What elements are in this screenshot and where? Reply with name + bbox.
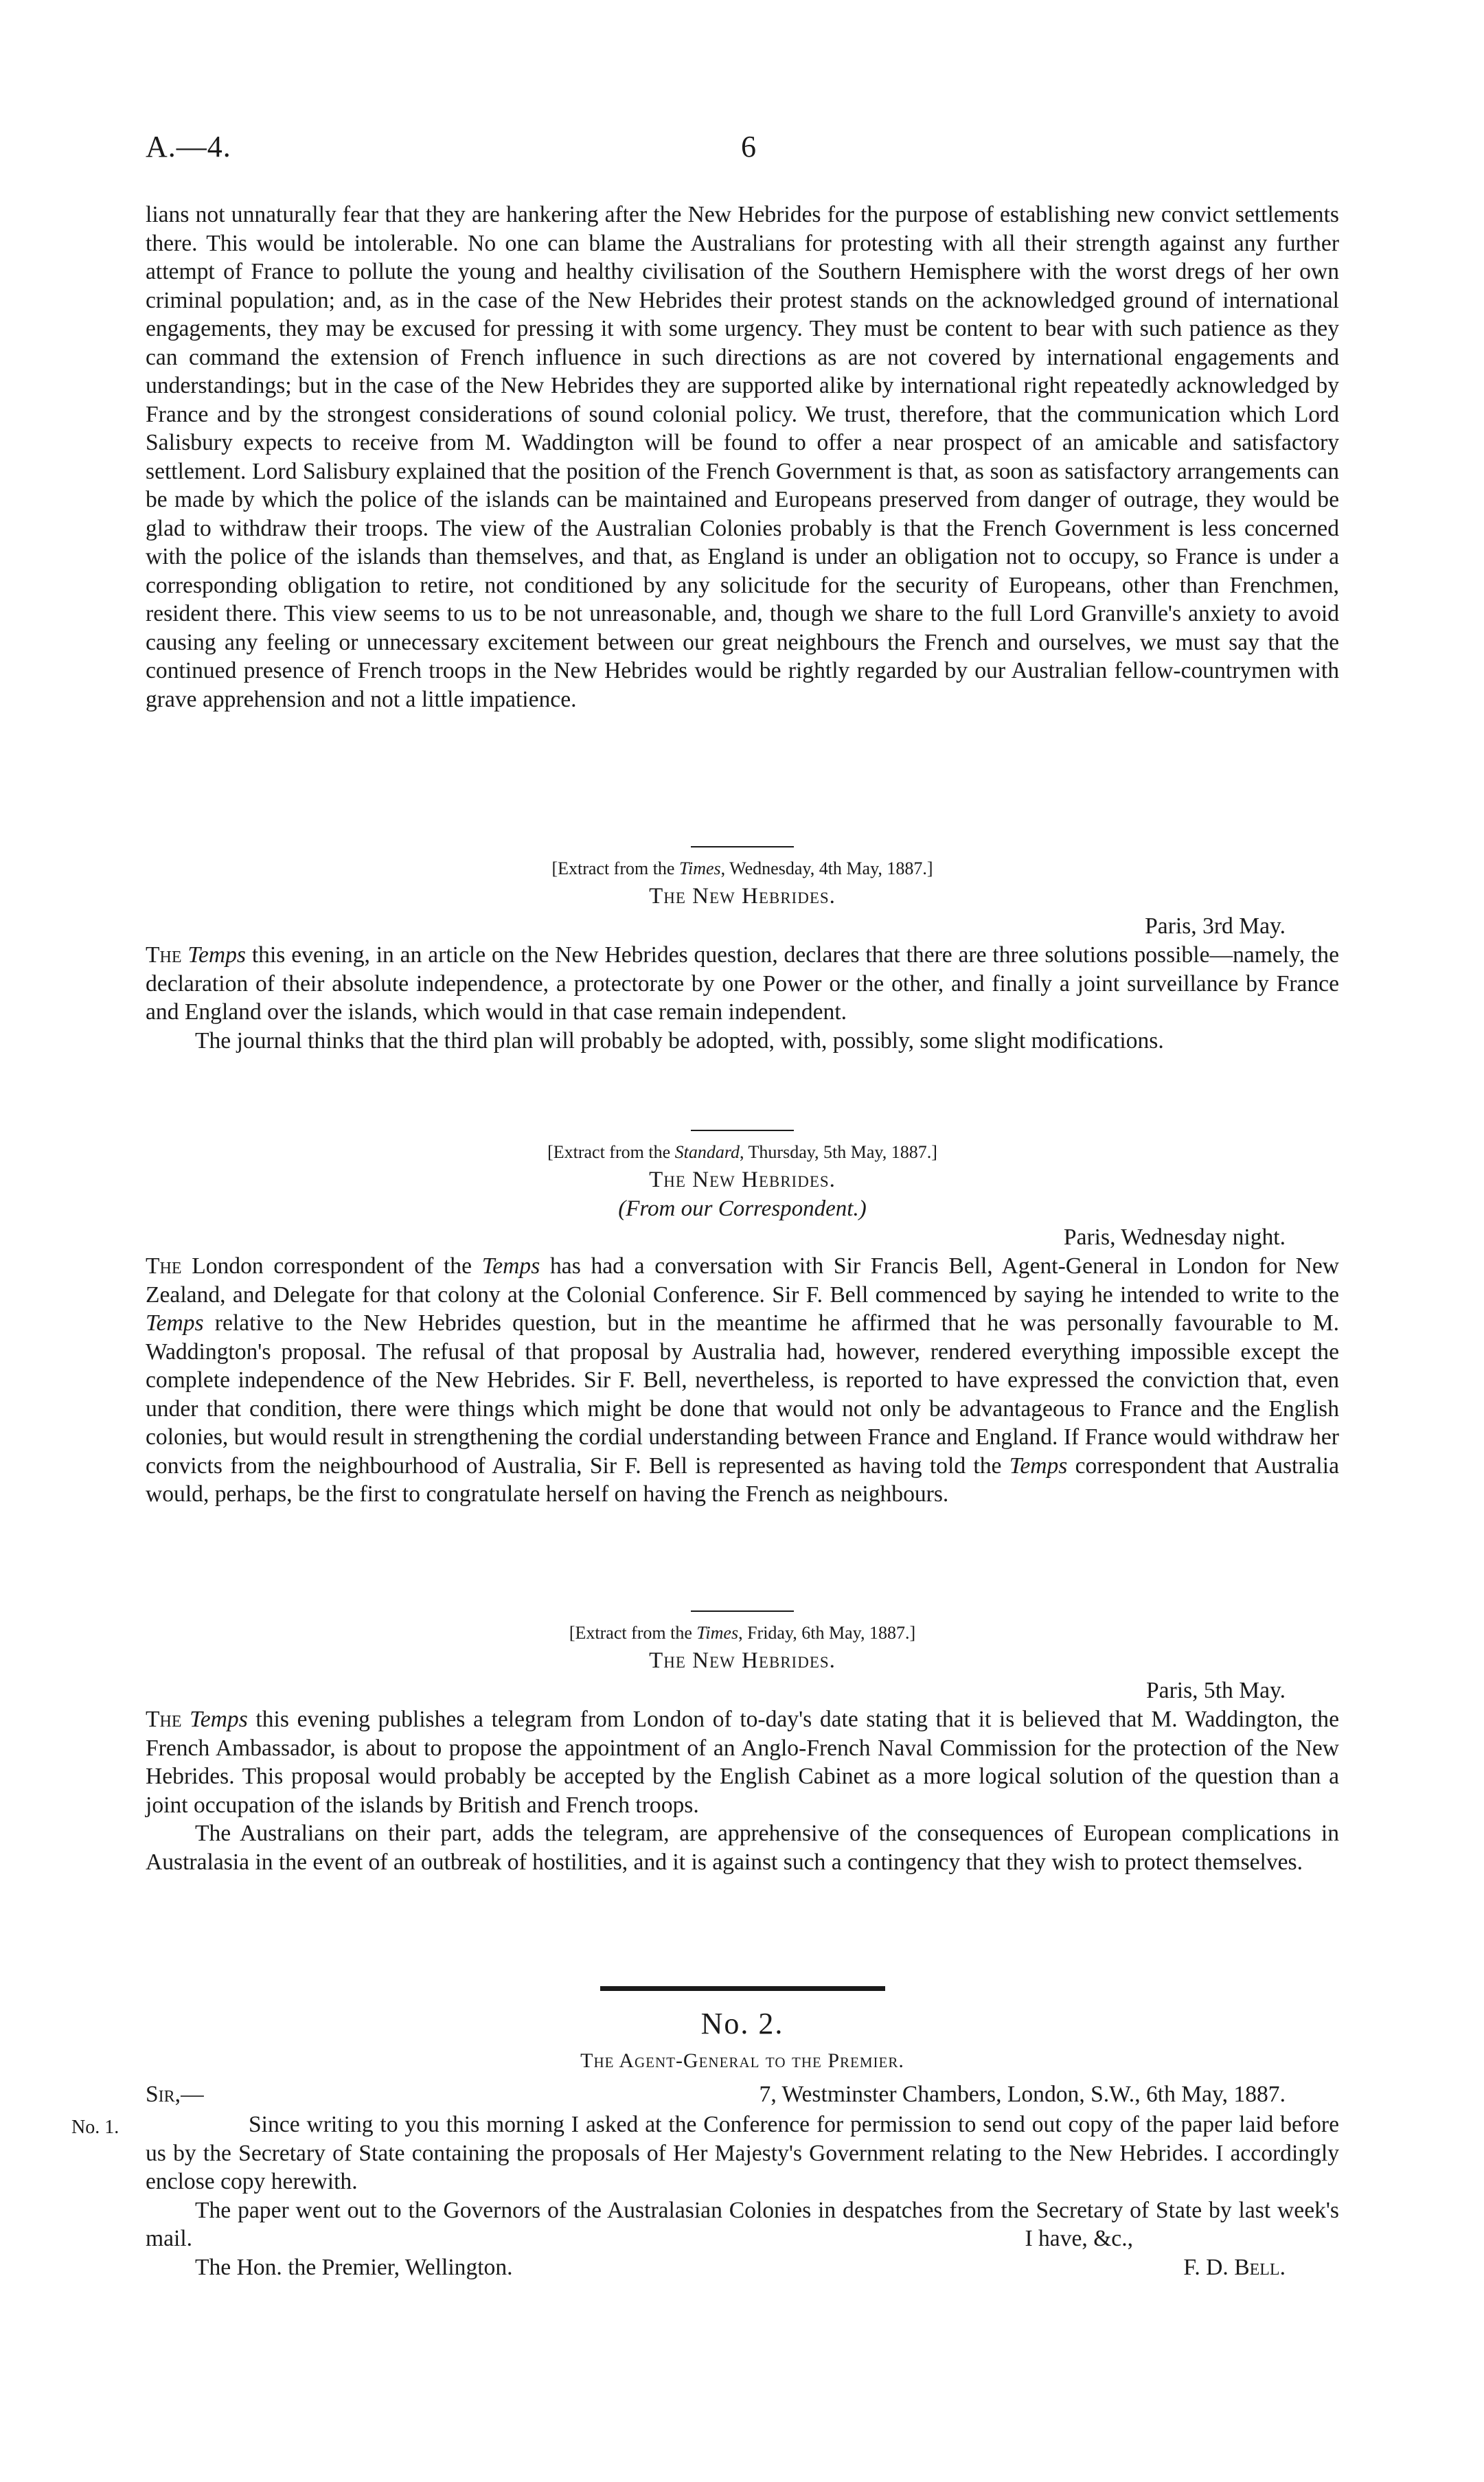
margin-reference: No. 1. [71, 2117, 119, 2138]
extract-paragraph-1 [146, 941, 1339, 1027]
continuation-section [146, 201, 1339, 714]
closing-line [146, 2224, 1339, 2253]
extract-times-4-may [146, 846, 1339, 1055]
letter-paragraph-1: Since writing to you this morning I asked at the Conference for permission to send out copy of the paper laid before us by the Secretary of State containing the proposals of Her Majesty's Government relating to the New Hebrides. I accordingly enclose copy herewith. [146, 2112, 1339, 2194]
source-suffix: , Wednesday, 4th May, 1887.] [720, 858, 933, 878]
extract-paragraph-1 [146, 1705, 1339, 1819]
source-paper: Times [678, 858, 721, 878]
paragraph-text: relative to the New Hebrides question, but in the meantime he affirmed that he was personally favourable to M. Waddington's proposal. The refusal of that proposal by Australia had, however, rendered everything impossible except the complete independence of the New Hebrides. Sir F. Bell, nevertheless, is reported to have expressed the conviction that, even under that condition, there were things which might be done that would not only be advantageous to France and the English colonies, but would result in strengthening the cordial understanding between France and England. If France would withdraw her convicts from the neighbourhood of Australia, Sir F. Bell is represented as having told the [146, 1310, 1339, 1479]
extract-times-6-may [146, 1610, 1339, 1876]
section-divider [691, 1130, 794, 1131]
salutation: Sir,— [146, 2082, 204, 2107]
extract-paragraph-2: The Australians on their part, adds the telegram, are apprehensive of the consequences of European complications in Australasia in the event of an outbreak of hostilities, and it is against such a contingency that they wish to protect themselves. [146, 1821, 1339, 1875]
extract-title: The New Hebrides. [649, 1648, 836, 1673]
lead-word: The [146, 1707, 182, 1732]
paragraph-text: correspondent that Australia would, perhaps, be the first to congratulate herself on having the French as neighbours. [146, 1453, 1339, 1507]
source-paper: Standard [674, 1142, 740, 1162]
paper-name: Temps [146, 1310, 204, 1336]
extract-source [146, 1620, 1339, 1646]
extract-standard-5-may [146, 1130, 1339, 1509]
source-suffix: , Friday, 6th May, 1887.] [738, 1623, 916, 1643]
extract-dateline: Paris, Wednesday night. [1063, 1225, 1286, 1250]
paper-name: Temps [481, 1253, 540, 1279]
paper-name: Temps [187, 942, 246, 968]
letter-heading: The Agent-General to the Premier. [580, 2049, 904, 2072]
signature-line [146, 2253, 1339, 2282]
paragraph-text: London correspondent of the [181, 1253, 482, 1279]
extract-source [146, 1139, 1339, 1165]
paragraph-text: has had a conversation with Sir Francis Bell, Agent-General in London for New Zealand, and Delegate for that colony at the Colonial Conference. Sir F. Bell commenced by saying he intended to write to the [146, 1253, 1339, 1308]
letter-salutation-line [146, 2080, 1339, 2110]
extract-title: The New Hebrides. [649, 1168, 836, 1192]
lead-word: The [146, 942, 182, 968]
extract-paragraph-2: The journal thinks that the third plan will probably be adopted, with, possibly, some slight modifications. [195, 1027, 1164, 1054]
extract-paragraph-1 [146, 1252, 1339, 1509]
paper-name: Temps [1009, 1453, 1068, 1479]
section-divider [691, 1610, 794, 1612]
letter-divider [600, 1986, 885, 1991]
sender-address: 7, Westminster Chambers, London, S.W., 6th May, 1887. [759, 2082, 1286, 2107]
paragraph-text: this evening publishes a telegram from London of to-day's date stating that it is believed that M. Waddington, the French Ambassador, is about to propose the appointment of an Anglo-French Naval Commission for the protection of the New Hebrides. This proposal would probably be accepted by the English Cabinet as a more logical solution of the question than a joint occupation of the islands by British and French troops. [146, 1707, 1339, 1818]
page-number: 6 [741, 130, 756, 163]
lead-word: The [146, 1253, 182, 1279]
source-prefix: [Extract from the [551, 858, 679, 878]
continuation-paragraph: lians not unnaturally fear that they are hankering after the New Hebrides for the purpose of establishing new convict settlements there. This would be intolerable. No one can blame the Australians for protesting with all their strength against any further attempt of France to pollute the young and healthy civilisation of the Southern Hemisphere with the worst dregs of her own criminal population; and, as in the case of the New Hebrides their protest stands on the acknowledged ground of international engagements, they may be excused for pressing it with some urgency. They must be content to bear with such patience as they can command the extension of French influence in such directions as are not covered by international engagements and understandings; but in the case of the New Hebrides they are supported alike by international right repeatedly acknowledged by France and by the strongest considerations of sound colonial policy. We trust, therefore, that the communication which Lord Salisbury expects to receive from M. Waddington will be found to offer a near prospect of an amicable and satisfactory settlement. Lord Salisbury explained that the position of the French Government is that, as soon as satisfactory arrangements can be made by which the police of the islands can be maintained and Europeans preserved from danger of outrage, they would be glad to withdraw their troops. The view of the Australian Colonies probably is that the French Government is less concerned with the police of the islands than themselves, and that, as England is under an obligation not to occupy, so France is under a corresponding obligation to retire, not conditioned by any solicitude for the security of Europeans, other than Frenchmen, resident there. This view seems to us to be not unreasonable, and, though we share to the full Lord Granville's anxiety to avoid causing any feeling or unnecessary excitement between our great neighbours the French and ourselves, we must say that the continued presence of French troops in the New Hebrides would be rightly regarded by our Australian fellow-countrymen with grave apprehension and not a little impatience. [146, 202, 1339, 712]
signature: F. D. Bell. [1183, 2254, 1286, 2280]
letter-number: No. 2. [700, 2007, 784, 2040]
paragraph-text: this evening, in an article on the New Hebrides question, declares that there are three solutions possible—namely, the declaration of their absolute independence, a protectorate by one Power or the other, and finally a joint surveillance by France and England over the islands, which would in that case remain independent. [146, 942, 1339, 1025]
source-suffix: , Thursday, 5th May, 1887.] [740, 1142, 937, 1162]
section-divider [691, 846, 794, 847]
extract-source [146, 856, 1339, 882]
letter-paragraph-2: The paper went out to the Governors of the Australasian Colonies in despatches from the Secretary of State by last week's mail. [146, 2197, 1339, 2251]
paper-name: Temps [190, 1707, 248, 1732]
document-reference: A.—4. [146, 130, 231, 163]
source-paper: Times [696, 1623, 739, 1643]
closing: I have, &c., [1025, 2225, 1133, 2251]
extract-dateline: Paris, 3rd May. [1145, 913, 1286, 939]
extract-dateline: Paris, 5th May. [1145, 1678, 1286, 1703]
extract-subtitle: (From our Correspondent.) [618, 1196, 867, 1221]
addressee: The Hon. the Premier, Wellington. [195, 2254, 513, 2280]
source-prefix: [Extract from the [569, 1623, 697, 1643]
letter-no-2 [146, 1986, 1339, 2282]
extract-title: The New Hebrides. [649, 884, 836, 909]
source-prefix: [Extract from the [547, 1142, 675, 1162]
